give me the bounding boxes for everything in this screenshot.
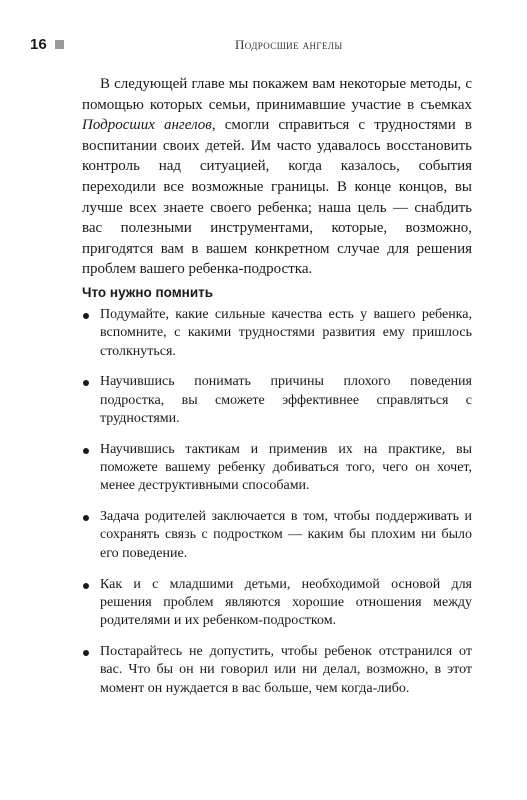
bullet-icon	[83, 650, 89, 656]
list-item-text: Научившись понимать причины плохого поведения подростка, вы сможете эффективнее справляться с трудностями.	[100, 374, 472, 426]
key-points-list	[82, 306, 472, 710]
page-marker-square-icon	[55, 40, 64, 49]
list-item	[82, 306, 472, 361]
paragraph-text-end: , смогли справиться с трудностями в воспитании своих детей. Им часто удавалось восстановить контроль над ситуацией, когда казалось, события переходили все возможные границы. В конце концов, вы лучше всех знаете своего ребенка; наша цель — снабдить вас полезными инструментами, которые, возможно, пригодятся вам в вашем конкретном случае для решения проблем вашего ребенка-подростка.	[82, 117, 472, 278]
body-paragraph	[82, 74, 472, 280]
list-item-text: Как и с младшими детьми, необходимой основой для решения проблем являются хорошие отношения между родителями и их ребенком-подростком.	[100, 576, 472, 629]
book-title-italic: Подросших ангелов	[82, 117, 212, 134]
paragraph-text-start: В следующей главе мы покажем вам некоторые методы, с помощью которых семьи, принимавшие участие в съемках	[82, 76, 472, 113]
list-item-text: Задача родителей заключается в том, чтобы поддерживать и сохранять связь с подростком — каким бы плохим ни было его поведение.	[100, 509, 472, 561]
list-item-text: Подумайте, какие сильные качества есть у вашего ребенка, вспомните, с какими трудностями развития ему пришлось столкнуться.	[100, 307, 472, 359]
list-item	[82, 643, 472, 698]
list-item-text: Постарайтесь не допустить, чтобы ребенок отстранился от вас. Что бы он ни говорил или ни делал, возможно, в этот момент он нуждается в вас больше, чем когда-либо.	[100, 643, 472, 696]
page-header	[30, 36, 497, 56]
list-item-text: Научившись тактикам и применив их на практике, вы поможете вашему ребенку добиваться того, чего он хочет, менее деструктивными способами.	[100, 441, 472, 494]
running-title: Подросшие ангелы	[235, 37, 343, 52]
page-number: 16	[30, 36, 47, 53]
bullet-icon	[83, 380, 89, 386]
list-item	[82, 441, 472, 496]
bullet-icon	[83, 313, 89, 319]
list-item	[82, 373, 472, 428]
bullet-icon	[83, 583, 89, 589]
list-item	[82, 508, 472, 563]
bullet-icon	[83, 448, 89, 454]
bullet-icon	[83, 515, 89, 521]
list-item	[82, 576, 472, 631]
section-title: Что нужно помнить	[82, 285, 214, 300]
